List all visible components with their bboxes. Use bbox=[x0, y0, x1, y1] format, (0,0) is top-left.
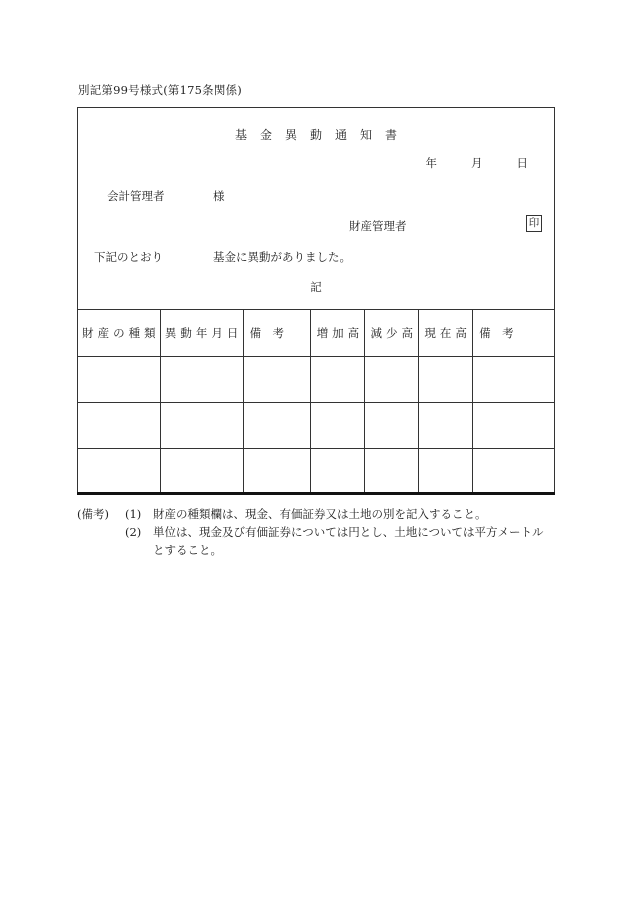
table-cell[interactable] bbox=[78, 449, 161, 495]
table-cell[interactable] bbox=[365, 403, 419, 449]
note-2-continuation: とすること。 bbox=[153, 543, 222, 557]
table-cell[interactable] bbox=[473, 357, 555, 403]
fund-table bbox=[77, 309, 555, 495]
header-remarks-2: 備 考 bbox=[473, 310, 555, 357]
header-decrease: 減少高 bbox=[365, 310, 419, 357]
date-month: 月 bbox=[471, 156, 483, 170]
table-cell[interactable] bbox=[243, 403, 311, 449]
table-cell[interactable] bbox=[473, 449, 555, 495]
table-cell[interactable] bbox=[419, 449, 473, 495]
table-header-row bbox=[78, 310, 555, 357]
date-year: 年 bbox=[425, 156, 437, 170]
note-1-text: 財産の種類欄は、現金、有価証券又は土地の別を記入すること。 bbox=[153, 507, 487, 521]
header-asset-type: 財産の種類 bbox=[78, 310, 161, 357]
table-cell[interactable] bbox=[419, 403, 473, 449]
header-change-date: 異動年月日 bbox=[160, 310, 243, 357]
table-cell[interactable] bbox=[311, 357, 365, 403]
header-increase: 増加高 bbox=[311, 310, 365, 357]
header-remarks: 備 考 bbox=[243, 310, 311, 357]
notes bbox=[77, 505, 544, 559]
seal-mark: 印 bbox=[526, 215, 542, 232]
table-cell[interactable] bbox=[78, 357, 161, 403]
table-row bbox=[78, 403, 555, 449]
note-2-text: 単位は、現金及び有価証券については円とし、土地については平方メートル bbox=[153, 525, 544, 539]
table-cell[interactable] bbox=[243, 449, 311, 495]
table-cell[interactable] bbox=[311, 403, 365, 449]
table-cell[interactable] bbox=[311, 449, 365, 495]
table-row bbox=[78, 449, 555, 495]
table-cell[interactable] bbox=[365, 357, 419, 403]
notice-form bbox=[77, 107, 555, 493]
form-caption: 別記第99号様式(第175条関係) bbox=[78, 83, 242, 97]
header-current: 現在高 bbox=[419, 310, 473, 357]
ki-heading: 記 bbox=[310, 280, 322, 294]
table-cell[interactable] bbox=[473, 403, 555, 449]
memo-prefix: 下記のとおり bbox=[94, 250, 163, 264]
table-cell[interactable] bbox=[78, 403, 161, 449]
date-day: 日 bbox=[516, 156, 528, 170]
memo-body: 基金に異動がありました。 bbox=[213, 250, 351, 264]
table-cell[interactable] bbox=[160, 403, 243, 449]
bottom-rule bbox=[77, 492, 555, 495]
note-1-num: (1) bbox=[125, 507, 142, 521]
table-cell[interactable] bbox=[160, 357, 243, 403]
table-row bbox=[78, 357, 555, 403]
notes-label: (備考) bbox=[77, 507, 109, 521]
sender: 財産管理者 bbox=[349, 219, 407, 233]
honorific: 様 bbox=[213, 189, 225, 203]
table-cell[interactable] bbox=[419, 357, 473, 403]
form-title: 基金異動通知書 bbox=[234, 128, 410, 142]
date-line bbox=[426, 155, 529, 171]
table-cell[interactable] bbox=[160, 449, 243, 495]
table-cell[interactable] bbox=[365, 449, 419, 495]
addressee: 会計管理者 bbox=[107, 189, 165, 203]
note-2-num: (2) bbox=[125, 525, 142, 539]
table-cell[interactable] bbox=[243, 357, 311, 403]
